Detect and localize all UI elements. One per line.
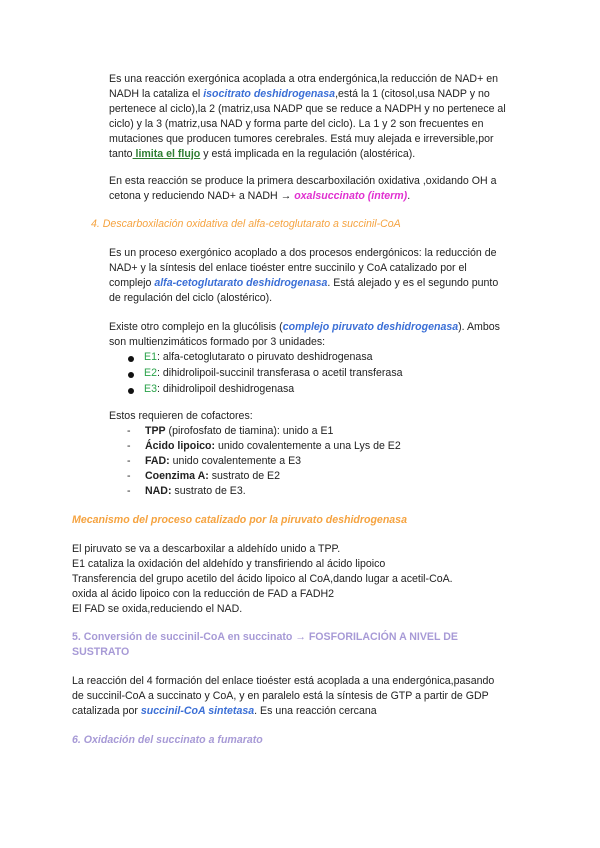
cofactor-name: FAD: (145, 455, 170, 467)
dash-marker: - (127, 455, 131, 467)
text: . Está alejado y es el segundo punto (327, 277, 499, 289)
paragraph-line (109, 189, 410, 204)
intermediate-name: oxalsuccinato (interm) (294, 190, 408, 202)
enzyme-name: alfa-cetoglutarato deshidrogenasa (154, 277, 328, 289)
unit-label: E3 (144, 383, 157, 395)
cofactor-name: Ácido lipoico: (145, 440, 216, 452)
mechanism-line: Transferencia del grupo acetilo del ácido lipoico al CoA,dando lugar a acetil-CoA. (72, 573, 453, 585)
list-item (144, 366, 403, 381)
text: : dihidrolipoil deshidrogenasa (156, 383, 295, 395)
text: catalizada por (72, 705, 141, 717)
bullet-icon (128, 356, 134, 362)
paragraph-line: pertenece al ciclo),la 2 (matriz,usa NADP que se reduce a NADPH y no pertenece al (109, 103, 506, 115)
list-item (145, 454, 301, 469)
list-item (144, 350, 373, 365)
enzyme-name: succinil-CoA sintetasa (140, 705, 255, 717)
text: (pirofosfato de tiamina): unido a E1 (165, 425, 334, 437)
paragraph-line: Es una reacción exergónica acoplada a otra endergónica,la reducción de NAD+ en (109, 73, 498, 85)
text: . Es una reacción cercana (254, 705, 377, 717)
unit-label: E1 (144, 351, 157, 363)
paragraph-line: de regulación del ciclo (alostérico). (109, 292, 273, 304)
paragraph-line (109, 276, 498, 291)
list-item (145, 424, 333, 439)
mechanism-line: oxida al ácido lipoico con la reducción de FAD a FADH2 (72, 588, 335, 600)
enzyme-name: complejo piruvato deshidrogenasa (282, 321, 459, 333)
text: Existe otro complejo en la glucólisis ( (109, 321, 283, 333)
text: complejo (109, 277, 155, 289)
paragraph-line: Es un proceso exergónico acoplado a dos procesos endergónicos: la reducción de (109, 247, 497, 259)
highlight-limita-flujo: limita el flujo (132, 148, 201, 160)
dash-marker: - (127, 440, 131, 452)
dash-marker: - (127, 470, 131, 482)
paragraph-line: En esta reacción se produce la primera descarboxilación oxidativa ,oxidando OH a (109, 175, 497, 187)
text: . (407, 190, 411, 202)
text: unido covalentemente a una Lys de E2 (215, 440, 401, 452)
enzyme-name: isocitrato deshidrogenasa (203, 88, 336, 100)
text: sustrato de E2 (208, 470, 281, 482)
mechanism-heading: Mecanismo del proceso catalizado por la piruvato deshidrogenasa (72, 514, 407, 526)
paragraph-line: ciclo) y la 3 (matriz,usa NAD y forma parte del ciclo). La 1 y 2 son frecuentes en (109, 118, 484, 130)
text: NADH la cataliza el (109, 88, 204, 100)
cofactor-name: TPP (145, 425, 166, 437)
text: : alfa-cetoglutarato o piruvato deshidrogenasa (156, 351, 373, 363)
text: y está implicada en la regulación (alostérica). (200, 148, 416, 160)
text: : dihidrolipoil-succinil transferasa o acetil transferasa (156, 367, 403, 379)
list-item (144, 382, 294, 397)
dash-marker: - (127, 425, 131, 437)
list-item (145, 439, 401, 454)
paragraph-line: NAD+ y la síntesis del enlace tioéster entre succinilo y CoA catalizado por el (109, 262, 467, 274)
mechanism-line: El FAD se oxida,reduciendo el NAD. (72, 603, 243, 615)
paragraph-line: Estos requieren de cofactores: (109, 410, 253, 422)
paragraph-line (109, 147, 415, 162)
section-heading-5: 5. Conversión de succinil-CoA en succinato → FOSFORILACIÓN A NIVEL DE (72, 631, 458, 643)
text: unido covalentemente a E3 (169, 455, 302, 467)
paragraph-line: son multienzimáticos formado por 3 unidades: (109, 336, 326, 348)
list-item (145, 469, 280, 484)
bullet-icon (128, 372, 134, 378)
unit-label: E2 (144, 367, 157, 379)
text: sustrato de E3. (171, 485, 246, 497)
paragraph-line (109, 87, 490, 102)
cofactor-name: Coenzima A: (145, 470, 209, 482)
section-heading-5-cont: SUSTRATO (72, 646, 130, 658)
paragraph-line (72, 704, 377, 719)
mechanism-line: E1 cataliza la oxidación del aldehído y transfiriendo al ácido lipoico (72, 558, 386, 570)
paragraph-line: de succinil-CoA a succinato y CoA, y en paralelo está la síntesis de GTP a partir de GDP (72, 690, 489, 702)
list-item (145, 484, 246, 499)
text: tanto (109, 148, 133, 160)
text: ,está la 1 (citosol,usa NADP y no (335, 88, 490, 100)
text: ). Ambos (458, 321, 500, 333)
paragraph-line: mutaciones que producen tumores cerebrales. Está muy alejada e irreversible,por (109, 133, 494, 145)
mechanism-line: El piruvato se va a descarboxilar a aldehído unido a TPP. (72, 543, 341, 555)
paragraph-line: La reacción del 4 formación del enlace tioéster está acoplada a una endergónica,pasando (72, 675, 495, 687)
section-heading-6: 6. Oxidación del succinato a fumarato (72, 734, 263, 746)
section-heading-4: 4. Descarboxilación oxidativa del alfa-cetoglutarato a succinil-CoA (91, 218, 401, 230)
text: cetona y reduciendo NAD+ a NADH → (109, 190, 295, 202)
cofactor-name: NAD: (145, 485, 172, 497)
paragraph-line (109, 320, 500, 335)
bullet-icon (128, 388, 134, 394)
dash-marker: - (127, 485, 131, 497)
